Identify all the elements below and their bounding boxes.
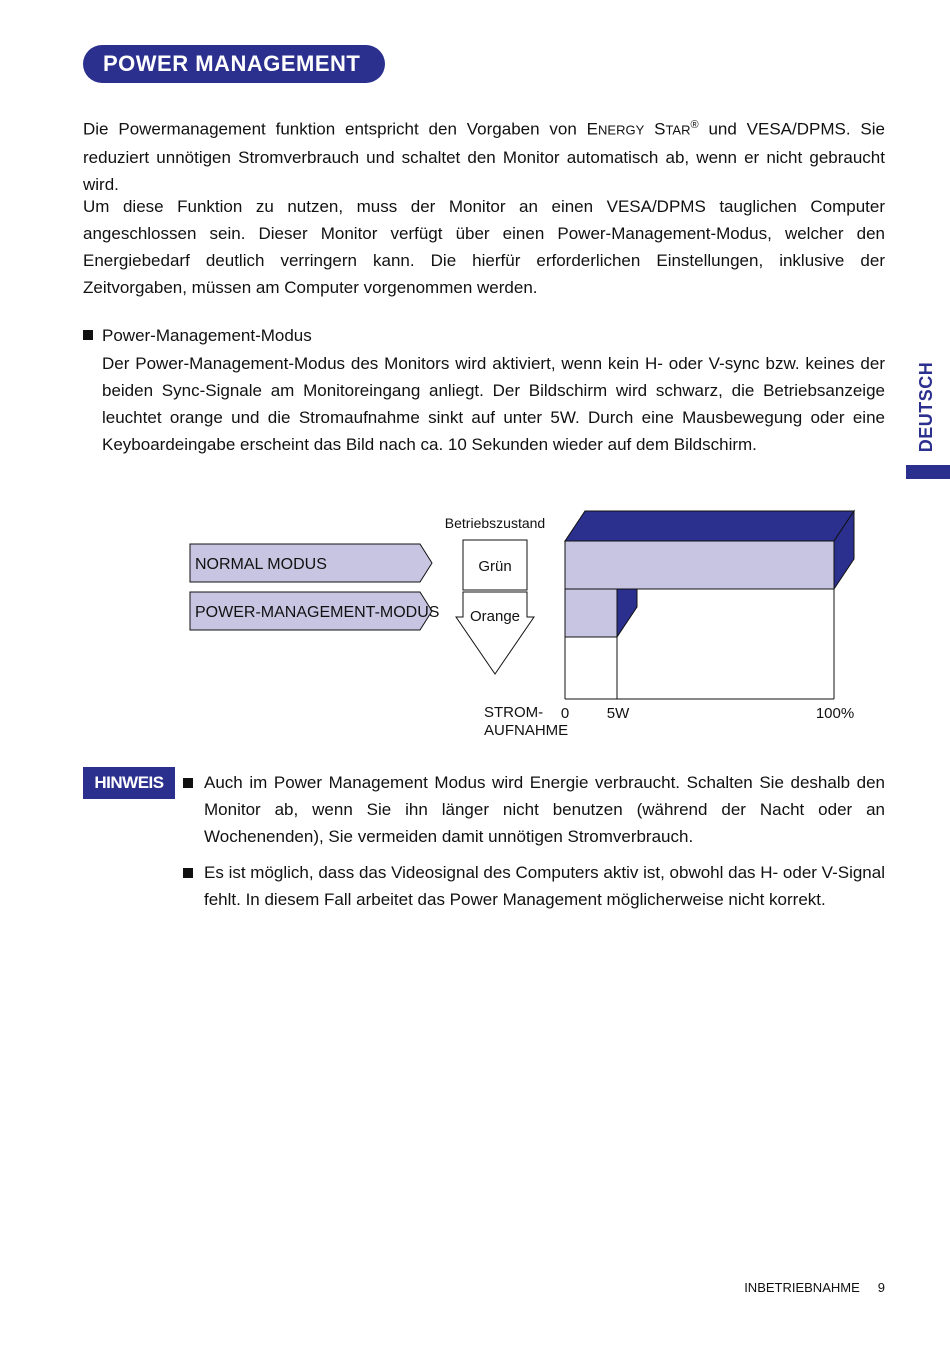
normal-mode-bar [565,541,834,589]
page-title: POWER MANAGEMENT [83,45,385,83]
power-bar-side [617,589,637,637]
bullet-square-icon [183,868,193,878]
mode-section-title: Power-Management-Modus [83,324,312,348]
power-mode-bar [565,589,617,637]
bullet-square-icon [183,778,193,788]
tick-label-5w: 5W [606,705,630,722]
footer-section: INBETRIEBNAHME [744,1280,860,1295]
normal-mode-label: NORMAL MODUS [195,556,327,573]
axis-label-line-1: STROM- [484,704,544,721]
hinweis-note-1: Auch im Power Management Modus wird Energie verbraucht. Schalten Sie deshalb den Monitor ab, wenn Sie ihn länger nicht benutzen (während der Nacht oder an Wochenenden), Sie vermeiden damit unnötigen Stromverbrauch. [183,769,885,850]
tick-label-100: 100% [815,705,855,722]
hinweis-note-2: Es ist möglich, dass das Videosignal des Computers aktiv ist, obwohl das H- oder V-Signal fehlt. In diesem Fall arbeitet das Power Management möglicherweise nicht korrekt. [183,859,885,913]
bullet-square-icon [83,330,93,340]
status-header: Betriebszustand [444,515,546,531]
status-orange-label: Orange [469,608,521,625]
language-tab-bar [906,465,950,479]
hinweis-badge: HINWEIS [83,767,175,799]
intro-paragraph-2: Um diese Funktion zu nutzen, muss der Monitor an einen VESA/DPMS tauglichen Computer angeschlossen sein. Dieser Monitor verfügt über einen Power-Management-Modus, welcher den Energiebedarf deutlich verringern kann. Die hierfür erforderlichen Einstellungen, inklusive der Zeitvorgaben, müssen am Computer vorgenommen werden. [83,197,885,297]
mode-section-body: Der Power-Management-Modus des Monitors wird aktiviert, wenn kein H- oder V-sync bzw. keines der beiden Sync-Signale am Monitoreingang anliegt. Der Bildschirm wird schwarz, die Betriebsanzeige leuchtet orange und die Stromaufnahme sinkt auf unter 5W. Durch eine Mausbewegung oder eine Keyboardeingabe erscheint das Bild nach ca. 10 Sekunden wieder auf dem Bildschirm. [102,354,885,454]
power-diagram [0,500,950,750]
page-number: 9 [877,1280,885,1295]
power-mode-label: POWER-MANAGEMENT-MODUS [195,604,440,621]
language-tab-label: DEUTSCH [916,361,936,453]
normal-bar-top [565,511,854,541]
page-footer [744,1280,885,1295]
axis-label-line-2: AUFNAHME [484,722,569,739]
status-green-label: Grün [478,558,512,575]
intro-paragraph-1: Die Powermanagement funktion entspricht den Vorgaben von ENERGY STAR® und VESA/DPMS. Sie reduziert unnötigen Stromverbrauch und schaltet den Monitor automatisch ab, wenn er nicht gebraucht wird. [83,119,885,194]
status-down-arrow [456,592,534,674]
language-tab [906,355,950,479]
tick-label-0: 0 [560,705,570,722]
